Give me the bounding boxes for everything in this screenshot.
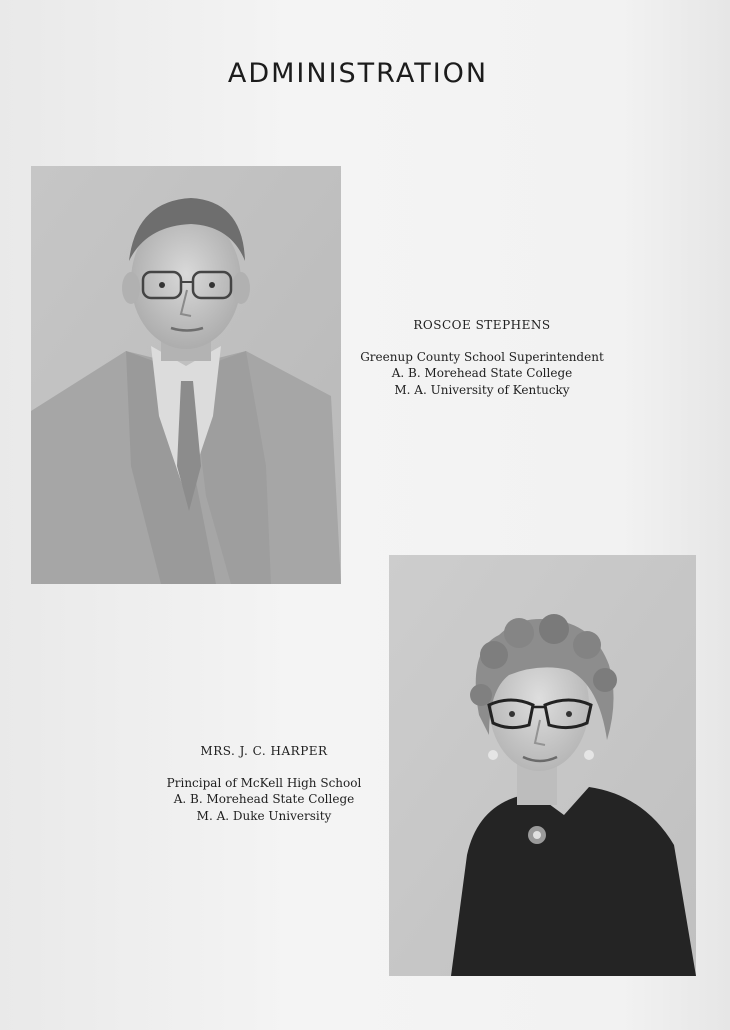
page-title: ADMINISTRATION — [227, 58, 489, 90]
person-degree-line: A. B. Morehead State College — [173, 792, 355, 806]
portrait-photo-harper — [389, 555, 696, 976]
person-title-line: Principal of McKell High School — [166, 775, 362, 790]
portrait-photo-stephens — [31, 166, 341, 584]
person-title-line: Greenup County School Superintendent — [360, 349, 604, 364]
person-name: MRS. J. C. HARPER — [200, 744, 328, 758]
profile-caption-stephens — [352, 317, 612, 398]
person-degree-line: A. B. Morehead State College — [391, 366, 573, 380]
profile-caption-harper — [132, 743, 396, 824]
woman-portrait-icon — [389, 555, 696, 976]
person-degree-line: M. A. Duke University — [196, 808, 332, 823]
person-degree-line: M. A. University of Kentucky — [394, 382, 570, 397]
man-portrait-icon — [31, 166, 341, 584]
person-name: ROSCOE STEPHENS — [413, 318, 551, 332]
